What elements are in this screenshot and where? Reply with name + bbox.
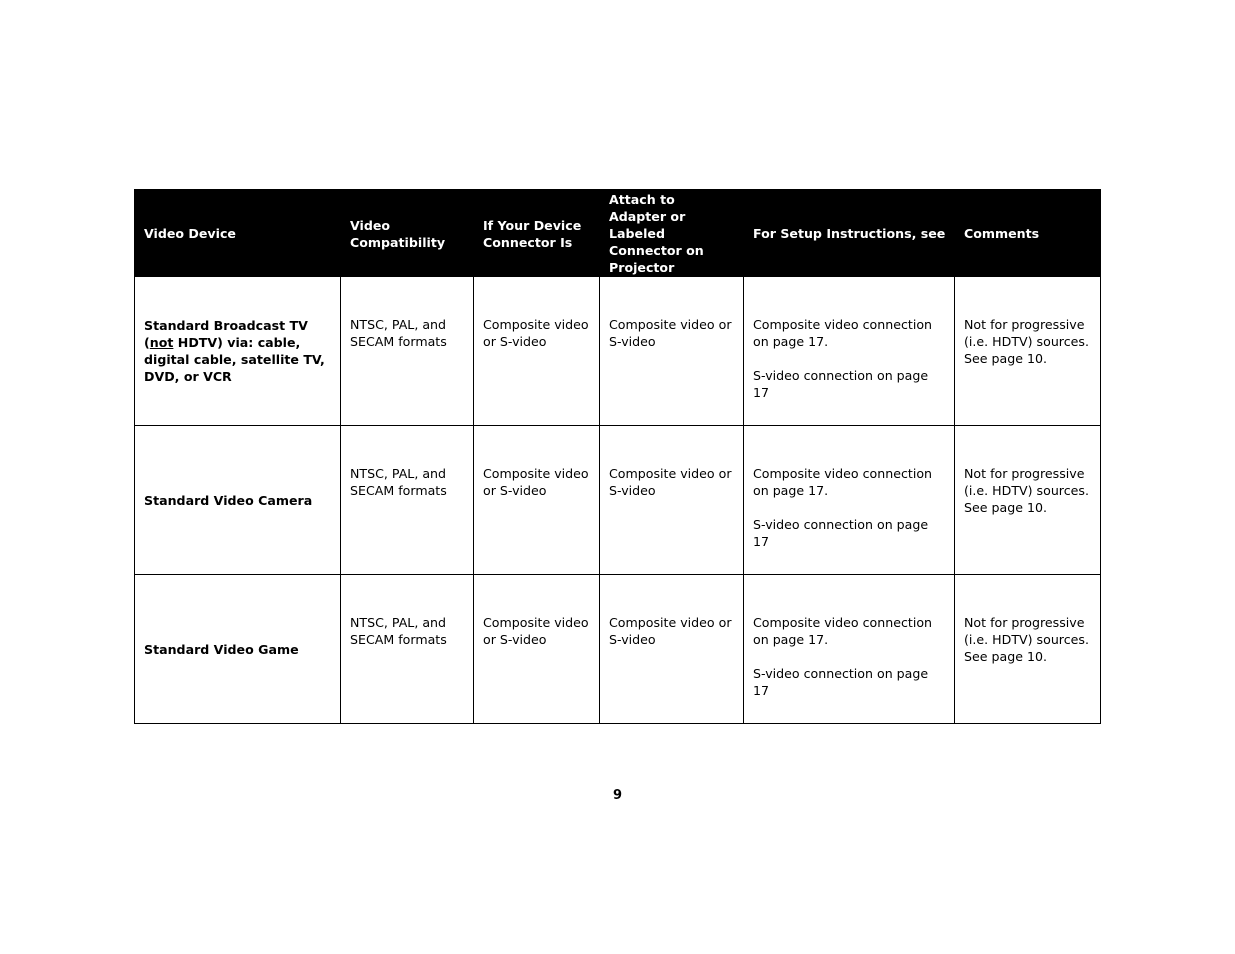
table-row: [135, 277, 1101, 426]
cell-attach-connector: Composite video or S-video: [600, 426, 744, 575]
cell-video-device: [135, 277, 341, 426]
table-row: [135, 426, 1101, 575]
cell-attach-connector: Composite video or S-video: [600, 575, 744, 724]
cell-comments: Not for progressive (i.e. HDTV) sources. See page 10.: [955, 426, 1101, 575]
header-attach-connector: Attach to Adapter or Labeled Connector on Projector: [600, 190, 744, 277]
cell-device-connector: Composite video or S-video: [474, 277, 600, 426]
cell-attach-connector: Composite video or S-video: [600, 277, 744, 426]
cell-setup-instructions: [744, 277, 955, 426]
cell-video-compatibility: NTSC, PAL, and SECAM formats: [341, 277, 474, 426]
header-comments: Comments: [955, 190, 1101, 277]
device-text-suffix: HDTV) via: cable, digital cable, satellite TV, DVD, or VCR: [144, 335, 325, 384]
header-device-connector: If Your Device Connector Is: [474, 190, 600, 277]
setup-svideo-link-text: S-video connection on page 17: [753, 368, 929, 400]
cell-video-device: Standard Video Game: [135, 575, 341, 724]
page-number: 9: [612, 788, 623, 803]
setup-svideo-link-text: S-video connection on page 17: [753, 666, 929, 698]
setup-composite-link-text: Composite video connection on page 17.: [753, 317, 933, 349]
cell-comments: Not for progressive (i.e. HDTV) sources. See page 10.: [955, 277, 1101, 426]
video-device-table: [134, 189, 1101, 724]
table-row: [135, 575, 1101, 724]
setup-svideo-link-text: S-video connection on page 17: [753, 517, 929, 549]
table-header-row: [135, 190, 1101, 277]
cell-setup-instructions: [744, 575, 955, 724]
setup-composite-link-text: Composite video connection on page 17.: [753, 466, 933, 498]
header-setup-instructions: For Setup Instructions, see: [744, 190, 955, 277]
header-video-compatibility: Video Compatibility: [341, 190, 474, 277]
header-video-device: Video Device: [135, 190, 341, 277]
device-text-underlined: not: [149, 335, 174, 350]
cell-video-compatibility: NTSC, PAL, and SECAM formats: [341, 575, 474, 724]
cell-video-device: Standard Video Camera: [135, 426, 341, 575]
cell-device-connector: Composite video or S-video: [474, 575, 600, 724]
setup-composite-link-text: Composite video connection on page 17.: [753, 615, 933, 647]
device-text-prefix: Standard Broadcast TV (: [144, 318, 308, 350]
cell-device-connector: Composite video or S-video: [474, 426, 600, 575]
cell-video-compatibility: NTSC, PAL, and SECAM formats: [341, 426, 474, 575]
cell-comments: Not for progressive (i.e. HDTV) sources. See page 10.: [955, 575, 1101, 724]
cell-setup-instructions: [744, 426, 955, 575]
